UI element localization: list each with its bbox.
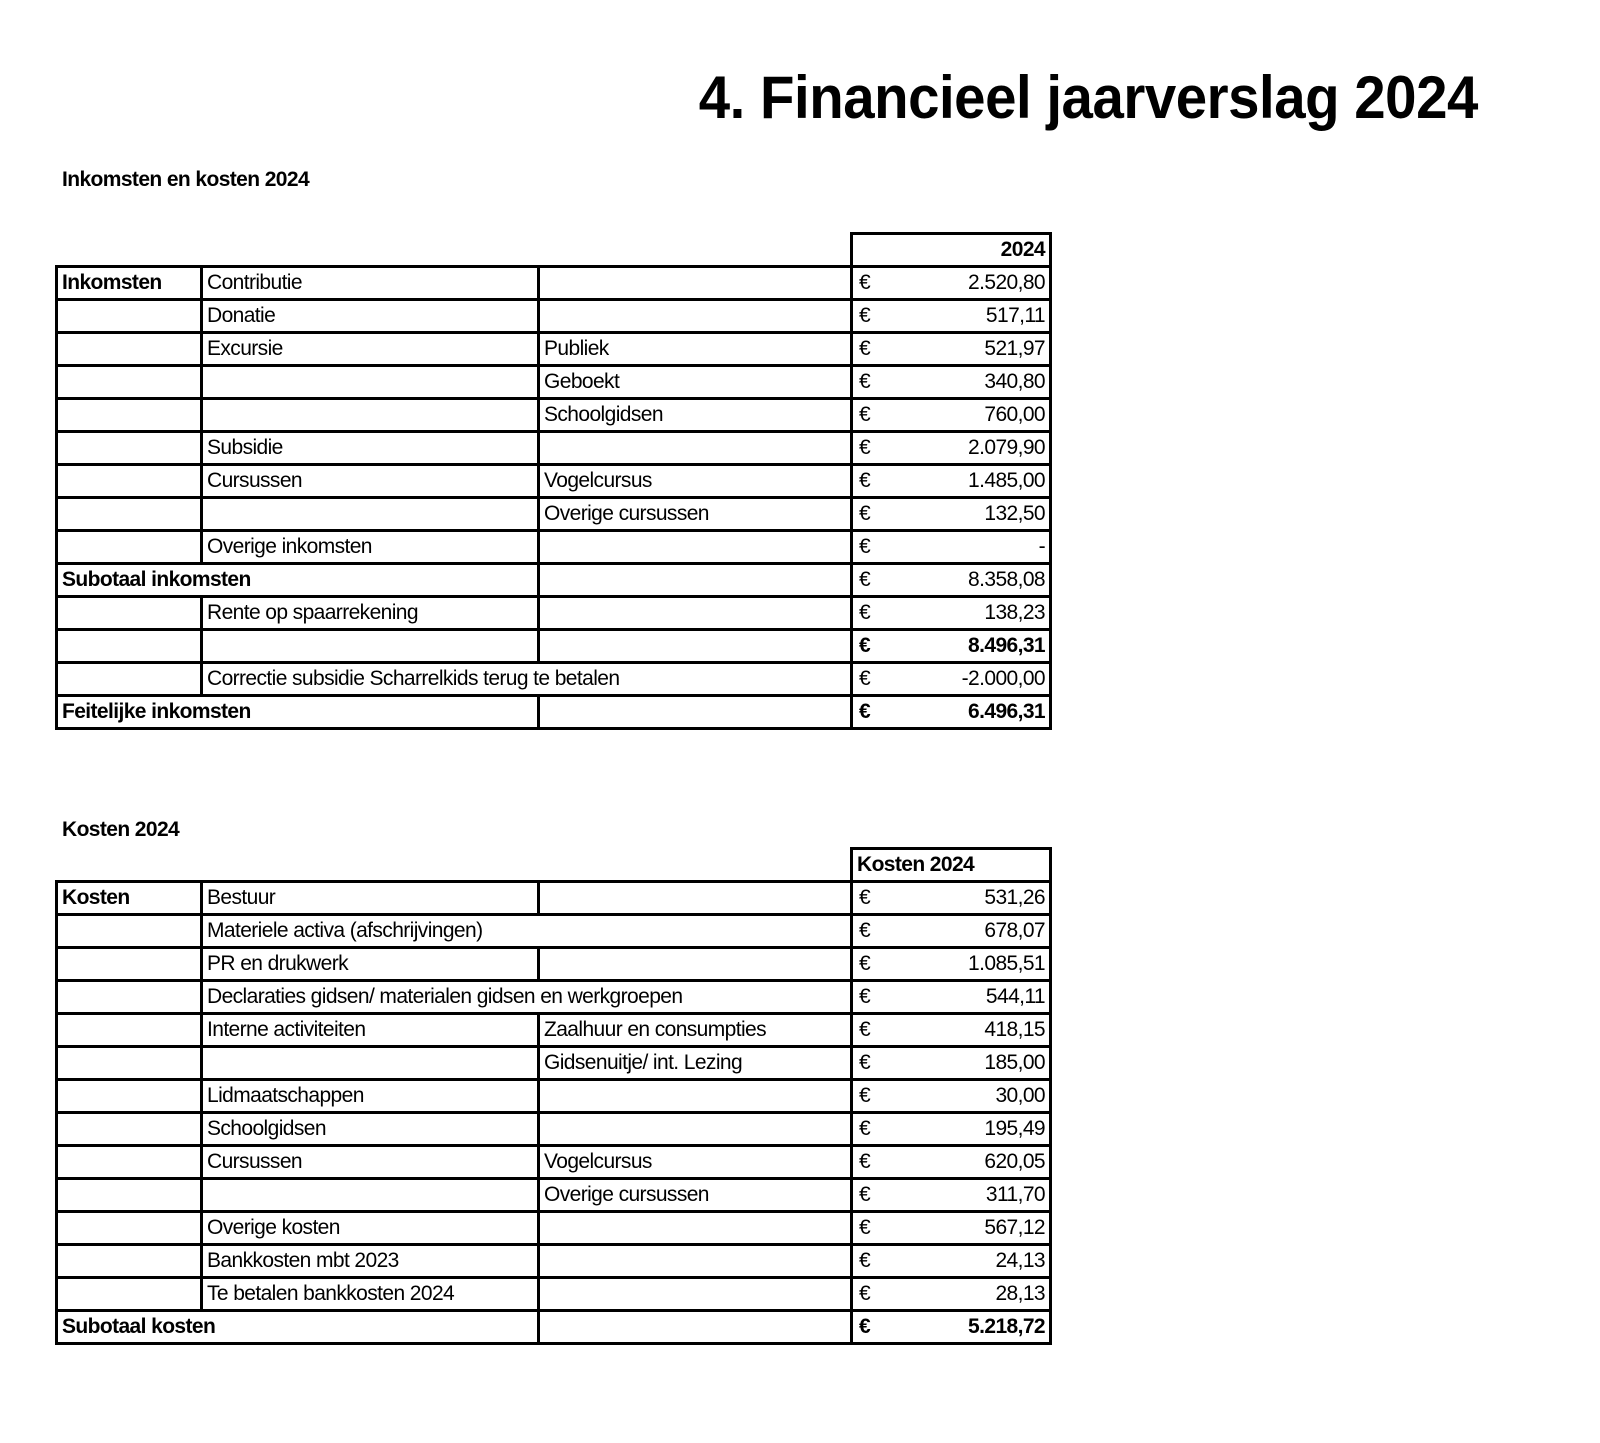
costs-item-label: Schoolgidsen <box>202 1113 539 1146</box>
costs-item-label: PR en drukwerk <box>202 948 539 981</box>
costs-category-cell <box>57 1278 202 1311</box>
euro-sign: € <box>859 370 871 393</box>
costs-item-label: Declaraties gidsen/ materialen gidsen en werkgroepen <box>202 981 852 1014</box>
costs-subitem-label: Overige cursussen <box>539 1179 852 1212</box>
costs-item-label: Lidmaatschappen <box>202 1080 539 1113</box>
income-item-label: Excursie <box>202 333 539 366</box>
income-subitem-label: Geboekt <box>539 366 852 399</box>
costs-subitem-cell <box>539 1311 852 1344</box>
income-category-cell <box>57 498 202 531</box>
income-subitem-label: Schoolgidsen <box>539 399 852 432</box>
income-amount: - <box>1038 535 1045 558</box>
euro-sign: € <box>859 535 871 558</box>
euro-sign: € <box>859 1018 871 1041</box>
income-item-cell <box>202 399 539 432</box>
income-category-cell <box>57 300 202 333</box>
income-subitem-cell <box>539 630 852 663</box>
income-category-label: Feitelijke inkomsten <box>57 696 539 729</box>
costs-row <box>57 1146 1051 1179</box>
costs-amount: 418,15 <box>984 1018 1045 1041</box>
income-amount-cell <box>852 300 1051 333</box>
income-item-label: Subsidie <box>202 432 539 465</box>
costs-amount: 28,13 <box>995 1282 1045 1305</box>
costs-item-label: Materiele activa (afschrijvingen) <box>202 915 852 948</box>
income-amount-cell <box>852 597 1051 630</box>
costs-amount-cell <box>852 981 1051 1014</box>
income-item-label: Donatie <box>202 300 539 333</box>
costs-category-cell <box>57 1047 202 1080</box>
euro-sign: € <box>859 304 871 327</box>
costs-amount: 5.218,72 <box>968 1315 1045 1338</box>
euro-sign: € <box>859 1216 871 1239</box>
costs-column-header: Kosten 2024 <box>852 849 1051 882</box>
costs-subitem-cell <box>539 1113 852 1146</box>
income-subitem-label: Vogelcursus <box>539 465 852 498</box>
income-row <box>57 564 1051 597</box>
income-amount-cell <box>852 498 1051 531</box>
income-row <box>57 531 1051 564</box>
costs-amount-cell <box>852 948 1051 981</box>
costs-amount: 185,00 <box>984 1051 1045 1074</box>
costs-row <box>57 1212 1051 1245</box>
euro-sign: € <box>859 952 871 975</box>
income-item-label: Correctie subsidie Scharrelkids terug te betalen <box>202 663 852 696</box>
income-amount: -2.000,00 <box>961 667 1045 690</box>
costs-subitem-label: Gidsenuitje/ int. Lezing <box>539 1047 852 1080</box>
income-amount: 517,11 <box>985 304 1045 327</box>
income-row <box>57 465 1051 498</box>
costs-item-cell <box>202 1047 539 1080</box>
costs-amount: 567,12 <box>984 1216 1045 1239</box>
euro-sign: € <box>859 919 871 942</box>
income-amount-cell <box>852 531 1051 564</box>
euro-sign: € <box>859 436 871 459</box>
income-amount-cell <box>852 696 1051 729</box>
costs-category-cell <box>57 1179 202 1212</box>
income-row <box>57 366 1051 399</box>
costs-amount: 1.085,51 <box>968 952 1045 975</box>
income-subitem-cell <box>539 432 852 465</box>
costs-category-cell <box>57 948 202 981</box>
income-category-cell <box>57 531 202 564</box>
euro-sign: € <box>859 1150 871 1173</box>
income-row <box>57 267 1051 300</box>
costs-row <box>57 882 1051 915</box>
costs-amount: 311,70 <box>985 1183 1045 1206</box>
costs-table <box>55 847 1052 1345</box>
income-amount-cell <box>852 333 1051 366</box>
costs-item-label: Cursussen <box>202 1146 539 1179</box>
costs-category-label: Kosten <box>57 882 202 915</box>
costs-row <box>57 1113 1051 1146</box>
income-row <box>57 696 1051 729</box>
income-amount: 1.485,00 <box>968 469 1045 492</box>
income-amount-cell <box>852 630 1051 663</box>
income-item-label: Contributie <box>202 267 539 300</box>
income-category-cell <box>57 366 202 399</box>
costs-amount-cell <box>852 1146 1051 1179</box>
euro-sign: € <box>859 403 871 426</box>
income-row <box>57 630 1051 663</box>
costs-amount-cell <box>852 1113 1051 1146</box>
costs-category-cell <box>57 1080 202 1113</box>
income-amount: 8.496,31 <box>968 634 1045 657</box>
costs-amount-cell <box>852 1014 1051 1047</box>
income-category-cell <box>57 333 202 366</box>
costs-item-label: Interne activiteiten <box>202 1014 539 1047</box>
costs-amount-cell <box>852 1311 1051 1344</box>
income-row <box>57 432 1051 465</box>
euro-sign: € <box>859 886 871 909</box>
costs-item-cell <box>202 1179 539 1212</box>
income-amount: 340,80 <box>984 370 1045 393</box>
euro-sign: € <box>859 337 871 360</box>
income-subitem-cell <box>539 564 852 597</box>
income-item-label: Rente op spaarrekening <box>202 597 539 630</box>
euro-sign: € <box>859 1084 871 1107</box>
income-amount-cell <box>852 465 1051 498</box>
costs-amount: 30,00 <box>995 1084 1045 1107</box>
costs-amount-cell <box>852 1080 1051 1113</box>
costs-row <box>57 1014 1051 1047</box>
costs-amount-cell <box>852 882 1051 915</box>
income-item-cell <box>202 366 539 399</box>
costs-amount: 195,49 <box>984 1117 1045 1140</box>
euro-sign: € <box>859 1117 871 1140</box>
euro-sign: € <box>859 1315 871 1338</box>
income-amount-cell <box>852 366 1051 399</box>
income-amount: 132,50 <box>984 502 1045 525</box>
costs-category-label: Subotaal kosten <box>57 1311 539 1344</box>
income-subitem-cell <box>539 267 852 300</box>
income-subitem-cell <box>539 300 852 333</box>
costs-category-cell <box>57 915 202 948</box>
income-amount: 8.358,08 <box>968 568 1045 591</box>
costs-amount-cell <box>852 1278 1051 1311</box>
income-row <box>57 498 1051 531</box>
income-category-cell <box>57 399 202 432</box>
income-subitem-cell <box>539 696 852 729</box>
costs-row <box>57 981 1051 1014</box>
income-amount-cell <box>852 663 1051 696</box>
euro-sign: € <box>859 502 871 525</box>
costs-amount-cell <box>852 1212 1051 1245</box>
costs-item-label: Bankkosten mbt 2023 <box>202 1245 539 1278</box>
costs-amount: 531,26 <box>984 886 1045 909</box>
income-row <box>57 300 1051 333</box>
costs-category-cell <box>57 1113 202 1146</box>
income-item-cell <box>202 630 539 663</box>
euro-sign: € <box>859 700 871 723</box>
costs-subitem-cell <box>539 882 852 915</box>
costs-row <box>57 1047 1051 1080</box>
euro-sign: € <box>859 601 871 624</box>
costs-category-cell <box>57 1014 202 1047</box>
costs-subitem-cell <box>539 948 852 981</box>
costs-subitem-cell <box>539 1245 852 1278</box>
costs-category-cell <box>57 1245 202 1278</box>
costs-amount: 678,07 <box>984 919 1045 942</box>
income-section-heading: Inkomsten en kosten 2024 <box>62 168 310 191</box>
euro-sign: € <box>859 1282 871 1305</box>
euro-sign: € <box>859 1183 871 1206</box>
costs-amount-cell <box>852 1047 1051 1080</box>
costs-item-label: Overige kosten <box>202 1212 539 1245</box>
costs-subitem-cell <box>539 1212 852 1245</box>
income-item-label: Cursussen <box>202 465 539 498</box>
costs-amount-cell <box>852 1179 1051 1212</box>
income-row <box>57 597 1051 630</box>
income-category-label: Inkomsten <box>57 267 202 300</box>
costs-row <box>57 1080 1051 1113</box>
costs-row <box>57 915 1051 948</box>
euro-sign: € <box>859 985 871 1008</box>
euro-sign: € <box>859 568 871 591</box>
income-amount: 521,97 <box>984 337 1045 360</box>
euro-sign: € <box>859 667 871 690</box>
costs-amount: 24,13 <box>995 1249 1045 1272</box>
euro-sign: € <box>859 634 871 657</box>
income-item-label: Overige inkomsten <box>202 531 539 564</box>
income-category-cell <box>57 465 202 498</box>
income-amount-cell <box>852 564 1051 597</box>
income-amount: 6.496,31 <box>968 700 1045 723</box>
costs-amount: 544,11 <box>985 985 1045 1008</box>
income-amount: 760,00 <box>984 403 1045 426</box>
costs-row <box>57 948 1051 981</box>
income-category-cell <box>57 597 202 630</box>
euro-sign: € <box>859 1051 871 1074</box>
income-subitem-label: Overige cursussen <box>539 498 852 531</box>
income-subitem-label: Publiek <box>539 333 852 366</box>
euro-sign: € <box>859 1249 871 1272</box>
costs-category-cell <box>57 1146 202 1179</box>
income-category-cell <box>57 630 202 663</box>
costs-category-cell <box>57 981 202 1014</box>
costs-subitem-cell <box>539 1278 852 1311</box>
income-amount-cell <box>852 267 1051 300</box>
euro-sign: € <box>859 469 871 492</box>
costs-row <box>57 1311 1051 1344</box>
income-item-cell <box>202 498 539 531</box>
costs-item-label: Te betalen bankkosten 2024 <box>202 1278 539 1311</box>
costs-subitem-cell <box>539 1080 852 1113</box>
income-amount: 138,23 <box>984 601 1045 624</box>
costs-amount: 620,05 <box>984 1150 1045 1173</box>
costs-row <box>57 1245 1051 1278</box>
income-amount: 2.520,80 <box>968 271 1045 294</box>
costs-amount-cell <box>852 1245 1051 1278</box>
euro-sign: € <box>859 271 871 294</box>
income-subitem-cell <box>539 531 852 564</box>
costs-item-label: Bestuur <box>202 882 539 915</box>
income-category-label: Subotaal inkomsten <box>57 564 539 597</box>
income-amount-cell <box>852 432 1051 465</box>
costs-amount-cell <box>852 915 1051 948</box>
costs-subitem-label: Zaalhuur en consumpties <box>539 1014 852 1047</box>
income-header-row <box>57 234 1051 267</box>
income-row <box>57 399 1051 432</box>
income-subitem-cell <box>539 597 852 630</box>
income-category-cell <box>57 663 202 696</box>
costs-row <box>57 1278 1051 1311</box>
income-column-header: 2024 <box>852 234 1051 267</box>
income-row <box>57 333 1051 366</box>
costs-header-row <box>57 849 1051 882</box>
income-amount-cell <box>852 399 1051 432</box>
costs-subitem-label: Vogelcursus <box>539 1146 852 1179</box>
costs-row <box>57 1179 1051 1212</box>
income-category-cell <box>57 432 202 465</box>
page-title: 4. Financieel jaarverslag 2024 <box>698 64 1478 131</box>
costs-category-cell <box>57 1212 202 1245</box>
income-row <box>57 663 1051 696</box>
costs-section-heading: Kosten 2024 <box>62 818 180 841</box>
income-amount: 2.079,90 <box>968 436 1045 459</box>
income-table <box>55 232 1052 730</box>
